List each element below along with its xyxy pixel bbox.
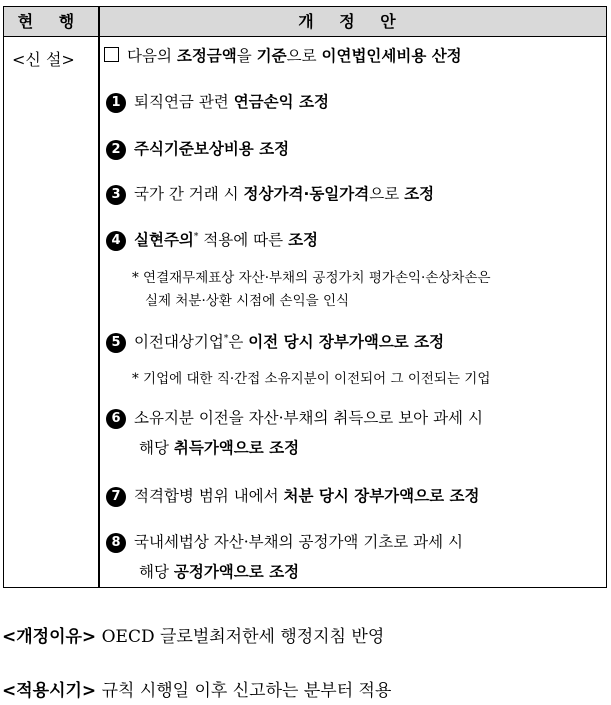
item-text: 해당 bbox=[139, 563, 174, 581]
header-proposal: 개 정 안 bbox=[298, 12, 406, 31]
item-text: 적격합병 범위 내에서 bbox=[134, 487, 284, 505]
item-text-2: 적용에 따른 bbox=[198, 231, 289, 249]
circled-number-icon: 2 bbox=[106, 140, 126, 160]
footnote-4-line1: * 연결재무제표상 자산·부채의 공정가치 평가손익·손상차손은 bbox=[132, 270, 491, 286]
timing-text: 규칙 시행일 이후 신고하는 분부터 적용 bbox=[96, 681, 392, 701]
item-bold-2: 조정 bbox=[404, 185, 435, 203]
list-item bbox=[106, 228, 318, 251]
item-text: 해당 bbox=[139, 439, 174, 457]
item-text: 국가 간 거래 시 bbox=[134, 185, 244, 203]
footnote-marker: * bbox=[223, 333, 229, 344]
header-current: 현 행 bbox=[17, 12, 85, 31]
item-text: 소유지분 이전을 자산·부채의 취득으로 보아 과세 시 bbox=[134, 409, 483, 427]
item-text: 국내세법상 자산·부채의 공정가액 기초로 과세 시 bbox=[134, 533, 464, 551]
list-item bbox=[106, 530, 463, 553]
item-bold-2: 조정 bbox=[288, 231, 319, 249]
item-text: 퇴직연금 관련 bbox=[134, 93, 234, 111]
footnote-marker: * bbox=[193, 231, 199, 242]
reason-label: <개정이유> bbox=[2, 627, 97, 647]
list-item bbox=[106, 330, 444, 353]
intro-text-3: 으로 bbox=[286, 47, 322, 65]
list-item bbox=[106, 90, 329, 113]
item-bold: 공정가액으로 조정 bbox=[173, 562, 300, 581]
circled-number-icon: 5 bbox=[106, 333, 126, 353]
circled-number-icon: 4 bbox=[106, 231, 126, 251]
item-bold: 이전 당시 장부가액으로 조정 bbox=[248, 333, 445, 351]
checkbox-square-icon bbox=[104, 47, 119, 62]
timing-label: <적용시기> bbox=[2, 681, 97, 701]
circled-number-icon: 3 bbox=[106, 185, 126, 205]
item-bold: 연금손익 조정 bbox=[233, 93, 329, 111]
item-bold: 처분 당시 장부가액으로 조정 bbox=[283, 487, 480, 505]
circled-number-icon: 1 bbox=[106, 93, 126, 113]
list-item bbox=[106, 182, 434, 205]
item-bold: 취득가액으로 조정 bbox=[173, 438, 300, 457]
footnote-5: * 기업에 대한 직·간접 소유지분이 이전되어 그 이전되는 기업 bbox=[132, 371, 491, 387]
column-divider bbox=[98, 7, 100, 587]
footnote-4-line2: 실제 처분·상환 시점에 손익을 인식 bbox=[145, 293, 350, 309]
intro-text-2: 을 bbox=[236, 47, 257, 65]
intro-bold-2: 기준 bbox=[256, 47, 287, 65]
intro-text: 다음의 bbox=[127, 47, 177, 65]
list-item-continuation bbox=[139, 560, 299, 582]
item-text: 이전대상기업 bbox=[134, 333, 224, 351]
list-item bbox=[106, 137, 289, 160]
intro-bold-3: 이연법인세비용 산정 bbox=[321, 47, 462, 65]
application-timing bbox=[2, 676, 391, 701]
circled-number-icon: 8 bbox=[106, 533, 126, 553]
intro-line bbox=[104, 44, 462, 66]
circled-number-icon: 6 bbox=[106, 409, 126, 429]
item-text-2: 으로 bbox=[369, 185, 405, 203]
intro-bold-1: 조정금액 bbox=[176, 47, 237, 65]
item-bold: 주식기준보상비용 조정 bbox=[134, 140, 290, 158]
circled-number-icon: 7 bbox=[106, 487, 126, 507]
item-text-2: 은 bbox=[228, 333, 249, 351]
amendment-reason bbox=[2, 622, 384, 647]
list-item-continuation bbox=[139, 436, 299, 458]
item-bold: 정상가격·동일가격 bbox=[243, 185, 370, 203]
reason-text: OECD 글로벌최저한세 행정지침 반영 bbox=[96, 627, 385, 647]
item-bold: 실현주의 bbox=[134, 231, 194, 249]
list-item bbox=[106, 406, 483, 429]
list-item bbox=[106, 484, 479, 507]
new-provision-label: <신 설> bbox=[12, 50, 75, 69]
